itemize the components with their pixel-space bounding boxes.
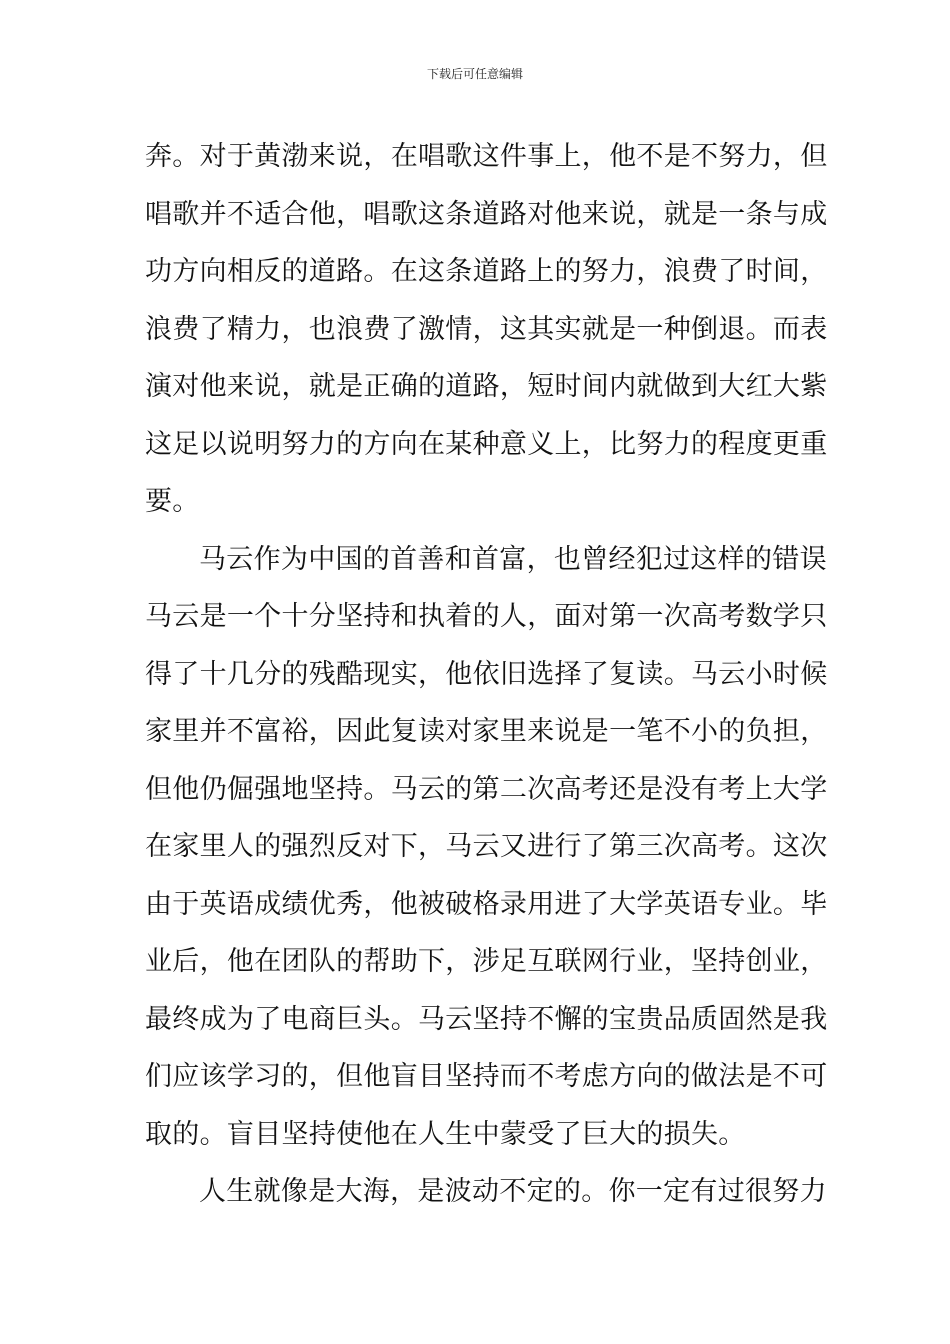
paragraph-1: [145, 128, 828, 531]
paragraph-2: [145, 531, 828, 1164]
text-line: 这足以说明努力的方向在某种意义上，比努力的程度更重: [145, 428, 828, 460]
text-line: 功方向相反的道路。在这条道路上的努力，浪费了时间，: [145, 256, 828, 287]
text-line: 唱歌并不适合他，唱歌这条道路对他来说，就是一条与成: [145, 198, 828, 230]
paragraph-3: [145, 1163, 827, 1221]
text-line: 们应该学习的，但他盲目坚持而不考虑方向的做法是不可: [145, 1061, 828, 1092]
text-line: 最终成为了电商巨头。马云坚持不懈的宝贵品质固然是我: [145, 1003, 828, 1035]
text-line: 由于英语成绩优秀，他被破格录用进了大学英语专业。毕: [145, 888, 828, 920]
text-line: 演对他来说，就是正确的道路，短时间内就做到大红大紫: [145, 371, 828, 402]
text-line: 人生就像是大海，是波动不定的。你一定有过很努力: [199, 1176, 827, 1207]
text-line: 奔。对于黄渤来说，在唱歌这件事上，他不是不努力，但: [145, 141, 828, 172]
text-line: 马云作为中国的首善和首富，也曾经犯过这样的错误: [199, 543, 827, 575]
text-line: 要。: [145, 486, 200, 517]
page-header: 下载后可任意编辑: [426, 67, 523, 81]
text-line: 马云是一个十分坚持和执着的人，面对第一次高考数学只: [145, 601, 828, 632]
text-line: 得了十几分的残酷现实，他依旧选择了复读。马云小时候: [145, 658, 828, 690]
document-body: [145, 128, 828, 1221]
text-line: 在家里人的强烈反对下，马云又进行了第三次高考。这次: [145, 831, 828, 862]
text-line: 业后，他在团队的帮助下，涉足互联网行业，坚持创业，: [145, 946, 828, 977]
text-line: 家里并不富裕，因此复读对家里来说是一笔不小的负担，: [145, 716, 828, 747]
text-line: 浪费了精力，也浪费了激情，这其实就是一种倒退。而表: [145, 313, 828, 345]
text-line: 取的。盲目坚持使他在人生中蒙受了巨大的损失。: [145, 1118, 746, 1150]
text-line: 但他仍倔强地坚持。马云的第二次高考还是没有考上大学: [145, 773, 828, 805]
